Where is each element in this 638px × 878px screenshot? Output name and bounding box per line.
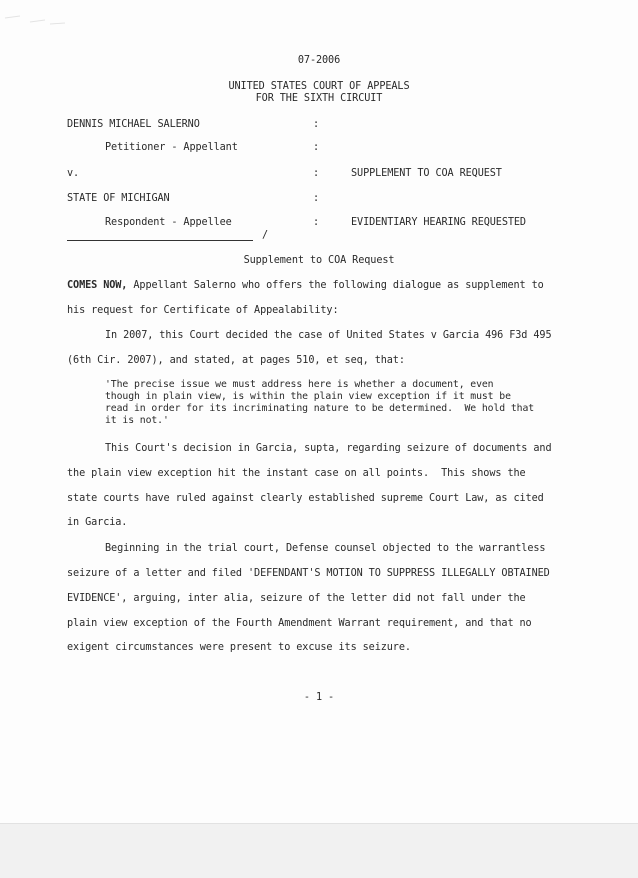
caption-slash: / — [262, 230, 269, 241]
paragraph-4-line-1: Beginning in the trial court, Defense counsel objected to the warrantless — [105, 543, 546, 554]
quote-line-3: read in order for its incriminating nature to be determined. We hold that — [105, 403, 535, 414]
paragraph-3-line-4: in Garcia. — [67, 517, 128, 528]
paragraph-4-line-5: exigent circumstances were present to excuse its seizure. — [67, 642, 411, 653]
court-name-line2: FOR THE SIXTH CIRCUIT — [255, 93, 383, 104]
paragraph-1-line-2: his request for Certificate of Appealability: — [67, 305, 339, 316]
paragraph-3-line-1: This Court's decision in Garcia, supta, regarding seizure of documents and — [105, 443, 552, 454]
document-title: Supplement to COA Request — [243, 255, 395, 266]
court-name-line1: UNITED STATES COURT OF APPEALS — [228, 81, 410, 92]
paragraph-2-line-2: (6th Cir. 2007), and stated, at pages 510, et seq, that: — [67, 355, 405, 366]
comes-now-text: COMES NOW, — [67, 280, 128, 291]
paragraph-3-line-2: the plain view exception hit the instant case on all points. This shows the — [67, 468, 526, 479]
petitioner-name: DENNIS MICHAEL SALERNO — [67, 119, 200, 130]
scan-smudge — [0, 8, 70, 30]
page-number: - 1 - — [303, 692, 335, 703]
paragraph-1-rest: Appellant Salerno who offers the following dialogue as supplement to — [127, 280, 544, 291]
paragraph-3-line-3: state courts have ruled against clearly established supreme Court Law, as cited — [67, 493, 544, 504]
quote-line-2: though in plain view, is within the plain view exception if it must be — [105, 391, 511, 402]
paragraph-4-line-4: plain view exception of the Fourth Amendment Warrant requirement, and that no — [67, 618, 532, 629]
case-number: 07-2006 — [297, 55, 341, 66]
paragraph-2-line-1: In 2007, this Court decided the case of United States v Garcia 496 F3d 495 — [105, 330, 552, 341]
caption-colon: : — [313, 119, 320, 130]
respondent-name: STATE OF MICHIGAN — [67, 193, 170, 204]
caption-rule — [67, 240, 253, 241]
respondent-role: Respondent - Appellee — [105, 217, 232, 228]
caption-colon: : — [313, 217, 320, 228]
paragraph-4-line-2: seizure of a letter and filed 'DEFENDANT'S MOTION TO SUPPRESS ILLEGALLY OBTAINED — [67, 568, 550, 579]
paragraph-1-line-1 — [67, 279, 544, 292]
quote-line-1: 'The precise issue we must address here is whether a document, even — [105, 379, 494, 390]
paragraph-4-line-3: EVIDENCE', arguing, inter alia, seizure of the letter did not fall under the — [67, 593, 526, 604]
quote-line-4: it is not.' — [105, 415, 169, 426]
scan-bottom-margin — [0, 823, 638, 878]
petitioner-role: Petitioner - Appellant — [105, 142, 238, 153]
caption-colon: : — [313, 193, 320, 204]
hearing-request-label: EVIDENTIARY HEARING REQUESTED — [351, 217, 526, 228]
versus: v. — [67, 168, 80, 179]
caption-colon: : — [313, 168, 320, 179]
document-type-label: SUPPLEMENT TO COA REQUEST — [351, 168, 502, 179]
caption-colon: : — [313, 142, 320, 153]
